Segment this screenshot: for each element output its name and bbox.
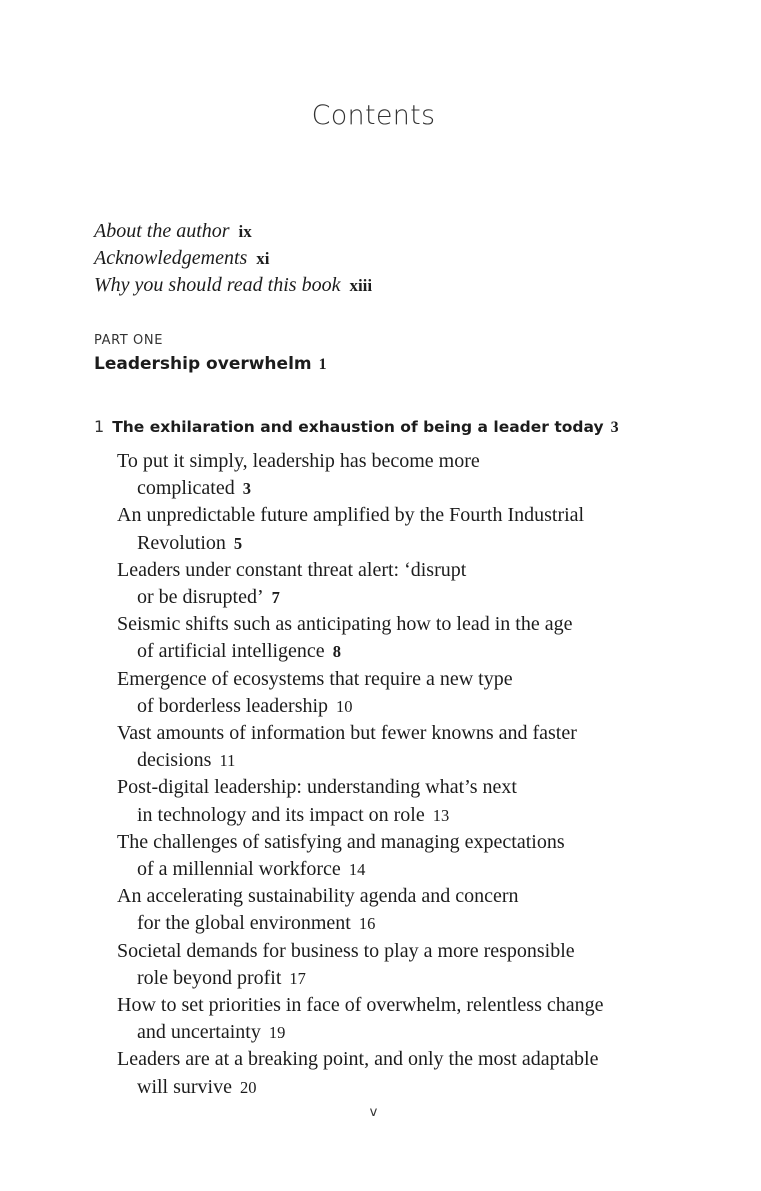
section-line-2: or be disrupted’: [137, 586, 264, 609]
section-line-1: Leaders are at a breaking point, and only the most adaptable: [117, 1048, 599, 1071]
section-line-1: An accelerating sustainability agenda and concern: [117, 885, 519, 908]
chapter-number: 1: [94, 417, 105, 436]
toc-section[interactable]: [117, 829, 677, 883]
section-line-1: Post-digital leadership: understanding what’s next: [117, 776, 517, 799]
section-line-1: The challenges of satisfying and managing expectations: [117, 830, 565, 853]
page-number: 14: [348, 860, 366, 880]
section-line-1: Leaders under constant threat alert: ‘disrupt: [117, 558, 467, 581]
page-number: 10: [336, 696, 353, 716]
part-title[interactable]: [94, 354, 327, 374]
section-line-2: will survive: [137, 1075, 232, 1098]
toc-entry-acknowledgements[interactable]: [94, 245, 372, 272]
section-line-1: Seismic shifts such as anticipating how to lead in the age: [117, 613, 573, 636]
page-number: 19: [268, 1023, 286, 1043]
page-number: 8: [332, 642, 341, 662]
page-number: 1: [318, 356, 327, 373]
toc-entry-why-read[interactable]: [94, 272, 372, 299]
section-line-1: How to set priorities in face of overwhelm, relentless change: [117, 994, 604, 1017]
chapter-heading[interactable]: [94, 417, 619, 437]
page-number: 3: [242, 479, 251, 499]
section-list: [117, 448, 677, 1101]
page-number: 5: [233, 533, 243, 553]
section-line-1: Societal demands for business to play a more responsible: [117, 939, 575, 962]
entry-label: About the author: [94, 220, 230, 242]
page-number: ix: [238, 222, 252, 241]
section-line-2: and uncertainty: [137, 1021, 261, 1044]
section-line-2: of artificial intelligence: [137, 640, 325, 663]
section-line-2: decisions: [137, 749, 212, 772]
part-title-text: Leadership overwhelm: [94, 354, 312, 374]
toc-section[interactable]: [117, 938, 677, 992]
section-line-2: role beyond profit: [137, 966, 282, 989]
page-number: 3: [610, 419, 619, 436]
section-line-2: Revolution: [137, 531, 226, 554]
section-line-1: An unpredictable future amplified by the Fourth Industrial: [117, 504, 585, 527]
section-line-2: for the global environment: [137, 912, 351, 935]
toc-section[interactable]: [117, 1046, 677, 1100]
section-line-2: complicated: [137, 477, 235, 500]
page-number: 7: [271, 588, 280, 608]
toc-section[interactable]: [117, 502, 677, 556]
section-line-1: Emergence of ecosystems that require a new type: [117, 667, 513, 690]
toc-section[interactable]: [117, 774, 677, 828]
section-line-1: Vast amounts of information but fewer knowns and faster: [117, 722, 577, 745]
part-label: PART ONE: [94, 333, 164, 348]
toc-section[interactable]: [117, 557, 677, 611]
section-line-2: of borderless leadership: [137, 694, 329, 717]
entry-label: Why you should read this book: [94, 274, 341, 296]
page-number: 13: [432, 805, 450, 825]
toc-section[interactable]: [117, 666, 677, 720]
section-line-2: of a millennial workforce: [137, 858, 341, 881]
toc-section[interactable]: [117, 883, 677, 937]
page-number: 20: [240, 1077, 257, 1097]
page-number: xiii: [349, 276, 373, 295]
page-number: 11: [219, 751, 236, 771]
chapter-title: The exhilaration and exhaustion of being a leader today: [112, 418, 604, 436]
entry-label: Acknowledgements: [94, 247, 248, 269]
section-line-1: To put it simply, leadership has become more: [117, 450, 480, 472]
front-matter-list: [94, 218, 372, 299]
toc-section[interactable]: [117, 720, 677, 774]
toc-entry-about-author[interactable]: [94, 218, 372, 245]
toc-section[interactable]: [117, 992, 677, 1046]
section-line-2: in technology and its impact on role: [137, 803, 425, 826]
folio-page-number: v: [369, 1105, 378, 1120]
page-number: xi: [256, 249, 270, 268]
toc-section[interactable]: [117, 611, 677, 665]
page-number: 16: [358, 914, 376, 934]
toc-section[interactable]: [117, 448, 677, 502]
page-number: 17: [289, 968, 306, 988]
page-title: Contents: [311, 100, 436, 131]
